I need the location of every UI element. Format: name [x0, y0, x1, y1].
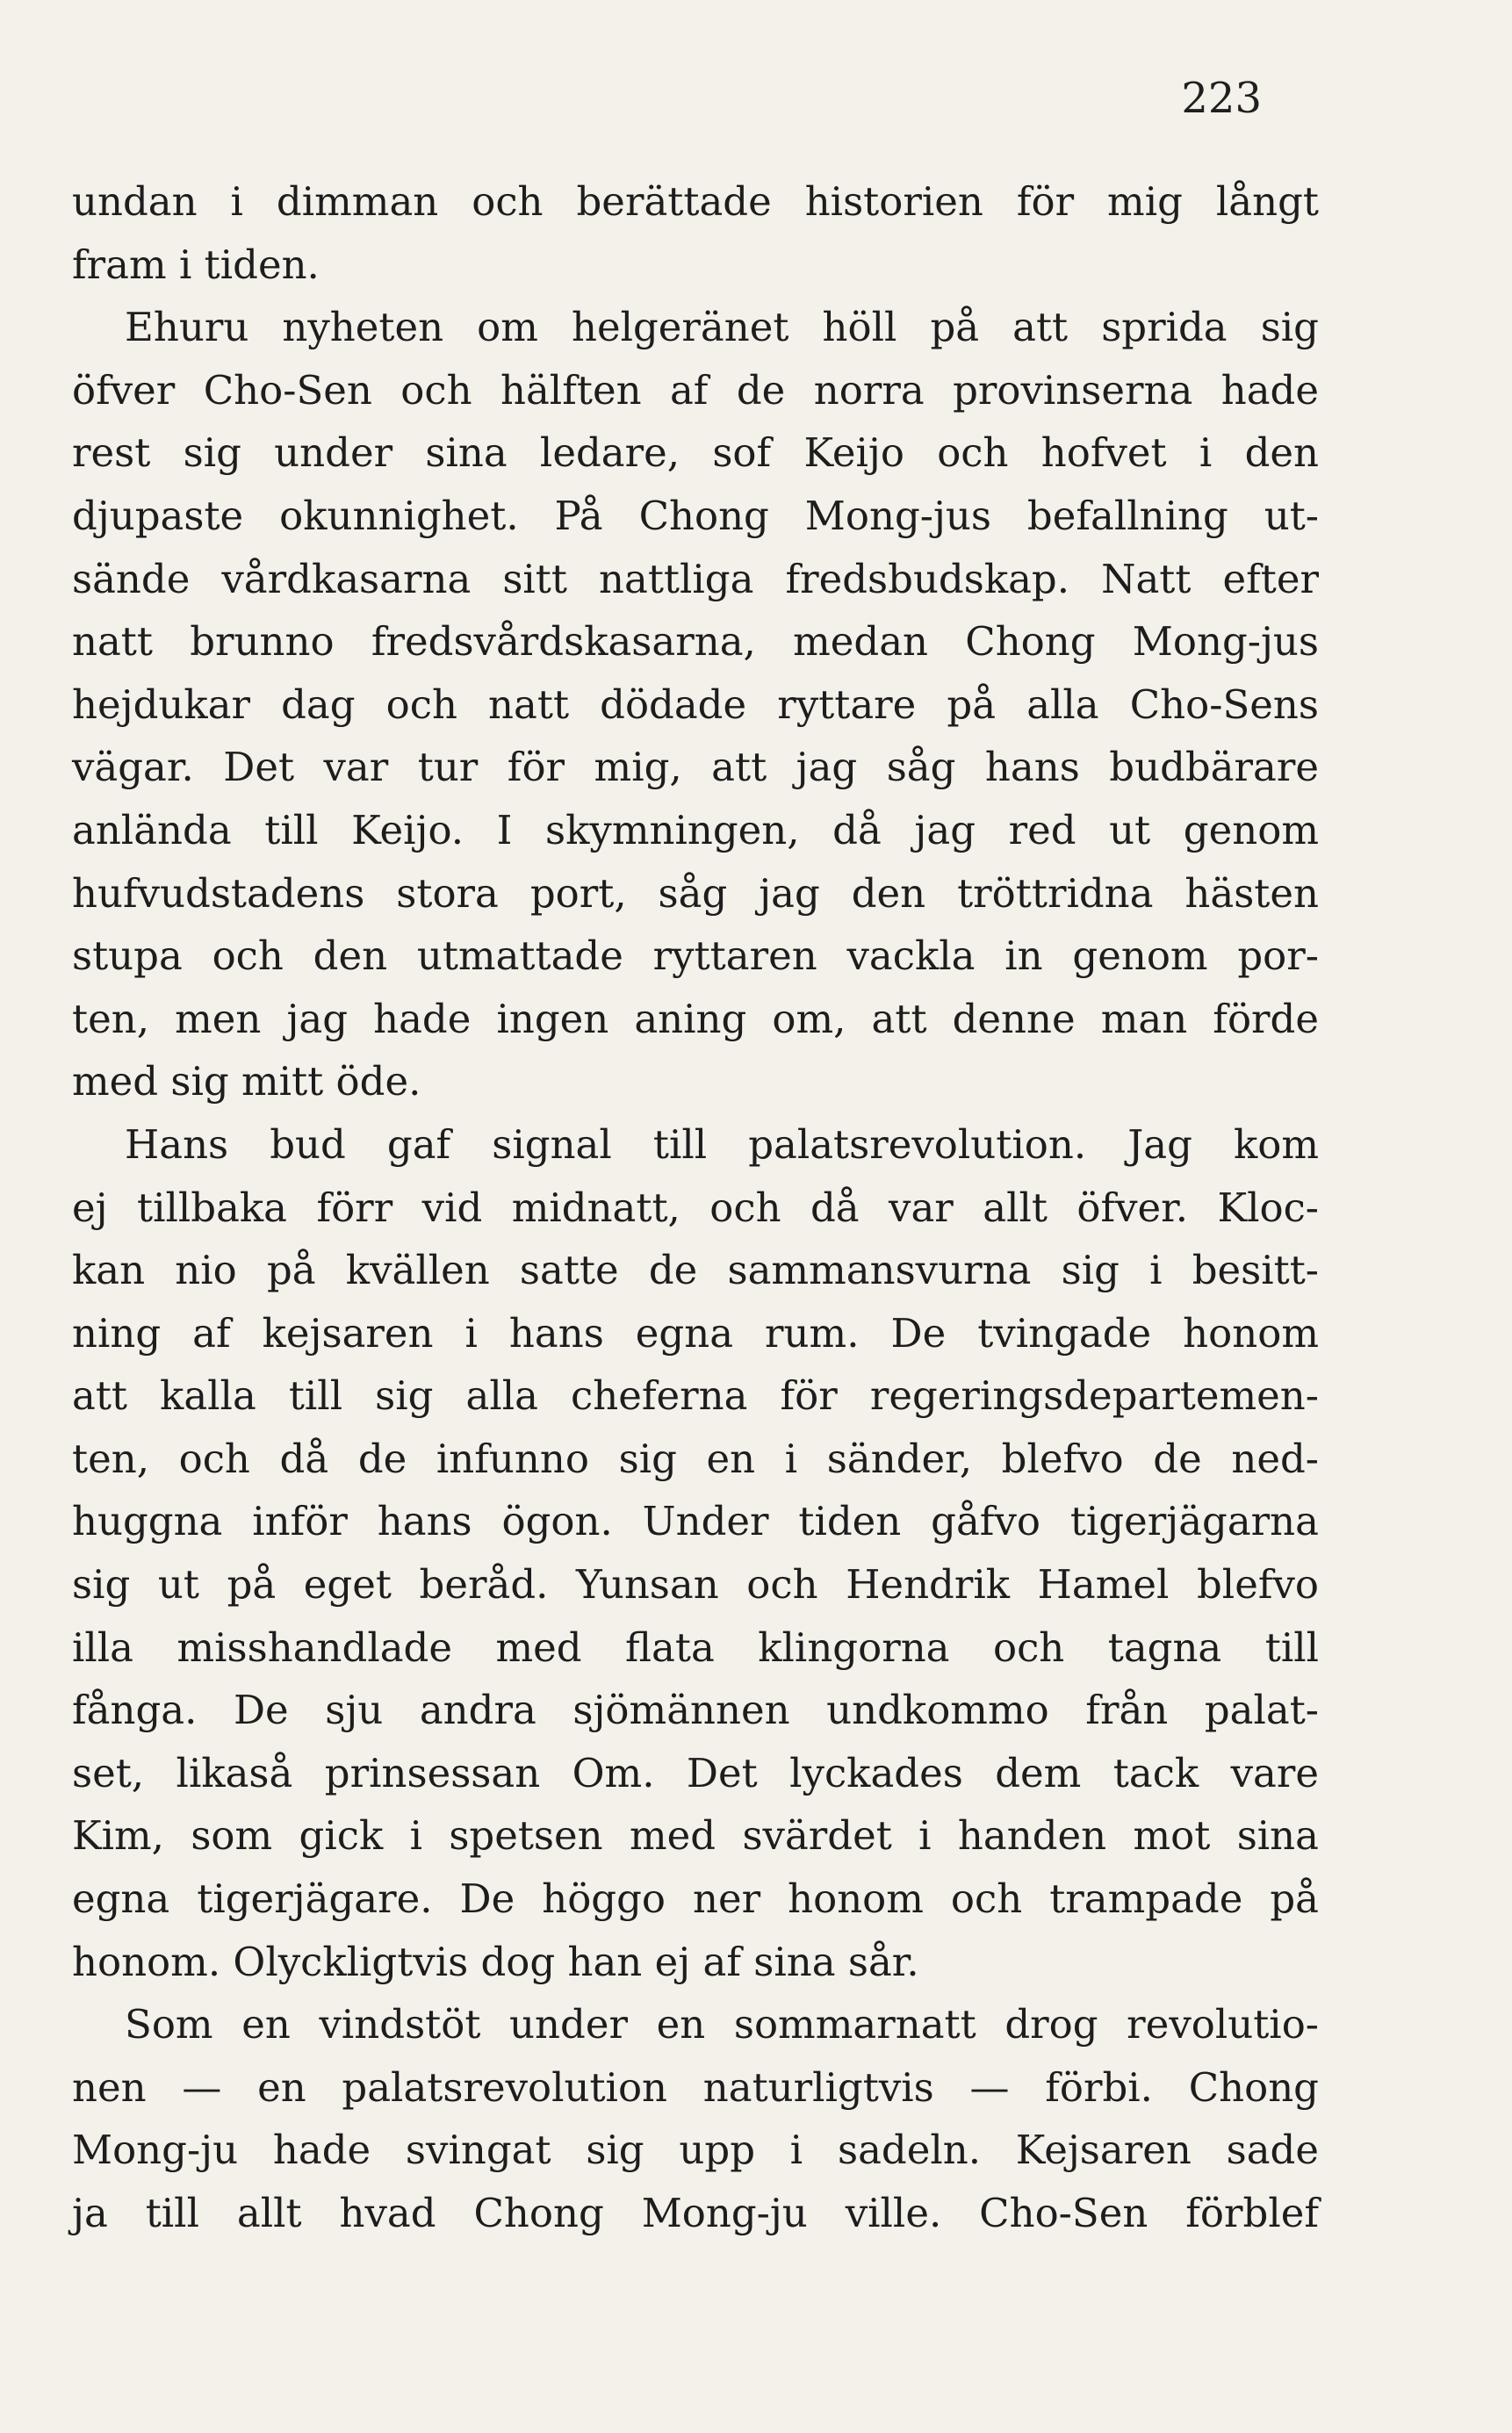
text-line: vägar. Det var tur för mig, att jag såg hans budbärare	[72, 744, 1319, 791]
text-line: hejdukar dag och natt dödade ryttare på alla Cho-Sens	[72, 680, 1319, 728]
text-line: Hans bud gaf signal till palatsrevolution. Jag kom	[125, 1120, 1319, 1168]
text-line: ning af kejsaren i hans egna rum. De tvingade honom	[72, 1309, 1319, 1357]
text-line: stupa och den utmattade ryttaren vackla in genom por-	[72, 932, 1319, 980]
text-line: honom. Olyckligtvis dog han ej af sina sår.	[72, 1938, 919, 1985]
body-text	[72, 170, 1319, 2245]
text-line: att kalla till sig alla cheferna för regeringsdepartemen-	[72, 1372, 1319, 1420]
text-line: ten, och då de infunno sig en i sänder, blefvo de ned-	[72, 1435, 1319, 1482]
text-line: fram i tiden.	[72, 241, 320, 288]
text-line: natt brunno fredsvårdskasarna, medan Chong Mong-jus	[72, 618, 1319, 666]
text-line: fånga. De sju andra sjömännen undkommo från palat-	[72, 1687, 1319, 1734]
text-line: öfver Cho-Sen och hälften af de norra provinserna hade	[72, 366, 1319, 414]
text-line: Som en vindstöt under en sommarnatt drog revolutio-	[125, 2001, 1319, 2048]
text-line: sände vårdkasarna sitt nattliga fredsbudskap. Natt efter	[72, 555, 1319, 602]
text-line: ej tillbaka förr vid midnatt, och då var allt öfver. Kloc-	[72, 1184, 1319, 1231]
text-line: ten, men jag hade ingen aning om, att denne man förde	[72, 995, 1319, 1042]
text-line: Mong-ju hade svingat sig upp i sadeln. Kejsaren sade	[72, 2127, 1319, 2174]
text-line: kan nio på kvällen satte de sammansvurna sig i besitt-	[72, 1247, 1319, 1294]
text-line: undan i dimman och berättade historien för mig långt	[72, 178, 1319, 225]
text-line: huggna inför hans ögon. Under tiden gåfvo tigerjägarna	[72, 1498, 1319, 1545]
text-line: egna tigerjägare. De höggo ner honom och trampade på	[72, 1875, 1319, 1923]
text-line: sig ut på eget beråd. Yunsan och Hendrik Hamel blefvo	[72, 1561, 1319, 1609]
text-line: nen — en palatsrevolution naturligtvis — förbi. Chong	[72, 2063, 1319, 2111]
text-line: illa misshandlade med flata klingorna och tagna till	[72, 1623, 1319, 1671]
text-line: anlända till Keijo. I skymningen, då jag red ut genom	[72, 806, 1319, 853]
text-line: Ehuru nyheten om helgeränet höll på att sprida sig	[125, 304, 1319, 351]
text-line: Kim, som gick i spetsen med svärdet i handen mot sina	[72, 1812, 1319, 1860]
text-line: ja till allt hvad Chong Mong-ju ville. Cho-Sen förblef	[72, 2190, 1319, 2236]
page-number: 223	[1181, 74, 1262, 123]
text-line: set, likaså prinsessan Om. Det lyckades dem tack vare	[72, 1749, 1319, 1796]
text-line: hufvudstadens stora port, såg jag den tröttridna hästen	[72, 869, 1319, 917]
text-line: djupaste okunnighet. På Chong Mong-jus befallning ut-	[72, 492, 1319, 539]
text-line: med sig mitt öde.	[72, 1058, 421, 1105]
text-line: rest sig under sina ledare, sof Keijo och hofvet i den	[72, 429, 1319, 477]
